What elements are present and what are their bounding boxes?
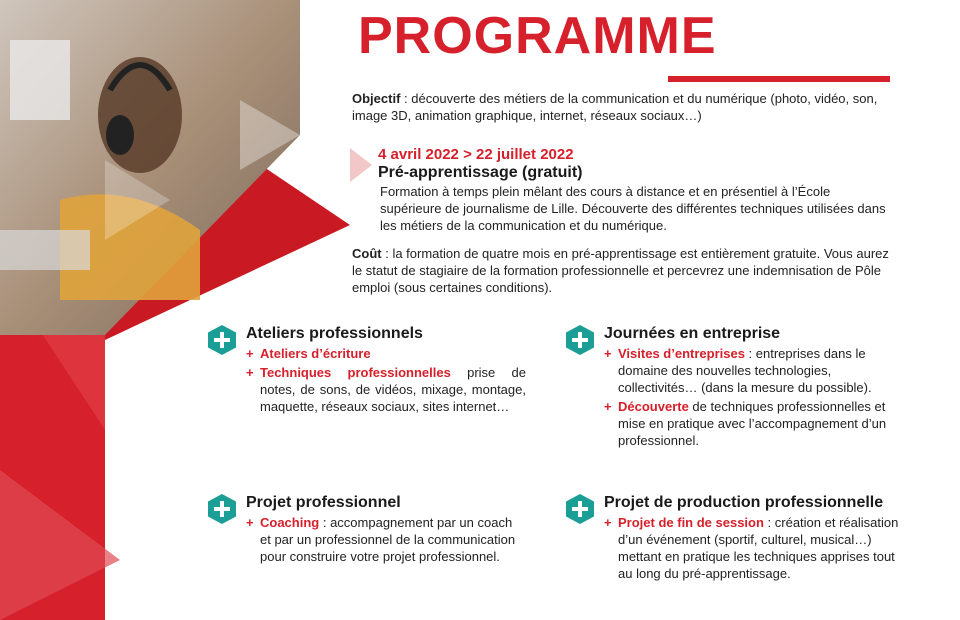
formation-description: Formation à temps plein mêlant des cours à distance et en présentiel à l’École supérieure de journalisme de Lille. Découverte des différentes techniques utilisées dans les métiers de la communication et du numérique. [380,184,886,233]
pre-apprentissage-title: Pré-apprentissage (gratuit) [378,164,583,181]
list-item: + Techniques professionnelles prise de notes, de sons, de vidéos, mixage, montage, maquette, réseaux sociaux, sites internet… [246,365,526,414]
triangle-arrow-icon [350,148,372,182]
page-title: PROGRAMME [358,7,717,65]
hexagon-plus-icon [208,494,236,524]
block-title: Projet de production professionnelle [604,494,884,511]
plus-bullet-icon: + [604,515,612,530]
objectif-paragraph [352,90,892,124]
hexagon-plus-icon [566,494,594,524]
objectif-label: Objectif [352,91,401,106]
plus-bullet-icon: + [246,365,254,380]
plus-bullet-icon: + [246,515,254,530]
cout-label: Coût [352,246,382,261]
cout-text: : la formation de quatre mois en pré-apprentissage est entièrement gratuite. Vous aurez le statut de stagiaire de la formation professionnelle et percevrez une indemnisation de Pôle emploi (sous certaines conditions). [352,246,889,295]
block-title: Ateliers professionnels [246,325,423,342]
block-production [566,494,906,594]
hexagon-plus-icon [566,325,594,355]
hexagon-plus-icon [208,325,236,355]
list-item: + Projet de fin de session : création et réalisation d’un événement (sportif, culturel, musical…) mettant en pratique les techniques apprises tout au long du pré-apprentissage. [604,515,899,581]
title-underline [668,76,890,82]
block-title: Journées en entreprise [604,325,781,342]
block-journees [566,325,906,465]
list-item: + Ateliers d’écriture [246,346,371,361]
plus-bullet-icon: + [604,346,612,361]
objectif-text: : découverte des métiers de la communication et du numérique (photo, vidéo, son, image 3D, animation graphique, internet, réseaux sociaux…) [352,91,878,123]
block-title: Projet professionnel [246,494,401,511]
plus-bullet-icon: + [246,346,254,361]
list-item: + Coaching : accompagnement par un coach et par un professionnel de la communication pour construire votre projet professionnel. [246,515,516,564]
block-ateliers [208,325,528,435]
list-item: + Visites d’entreprises : entreprises dans le domaine des nouvelles technologies, collectivités… (dans la mesure du possible). [604,346,872,395]
dates-range: 4 avril 2022 > 22 juillet 2022 [378,146,574,163]
list-item: + Découverte de techniques professionnelles et mise en pratique avec l’accompagnement d’un professionnel. [604,399,887,448]
plus-bullet-icon: + [604,399,612,414]
cout-paragraph [352,245,892,296]
block-projet [208,494,538,584]
